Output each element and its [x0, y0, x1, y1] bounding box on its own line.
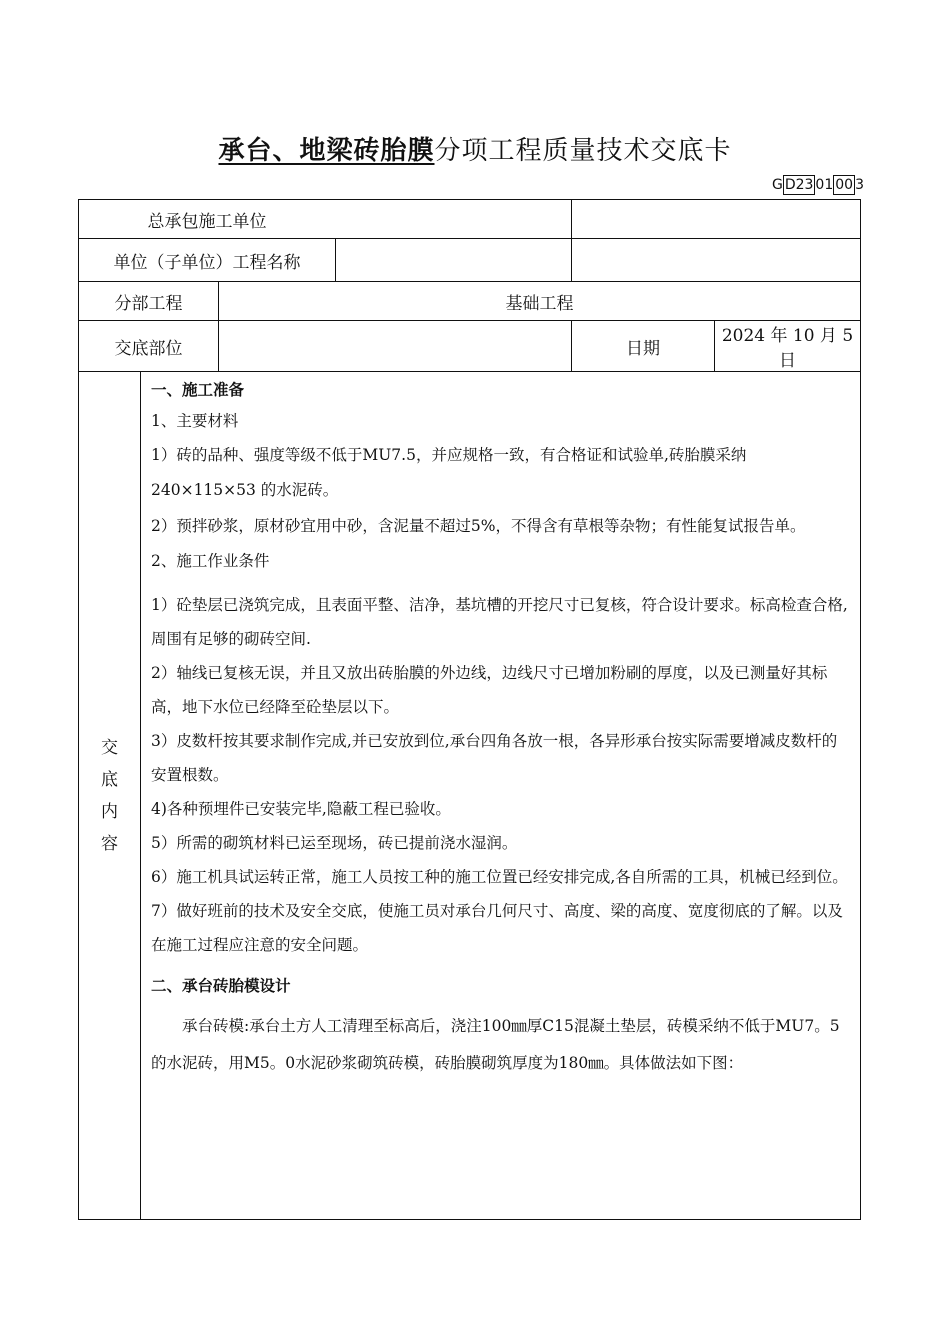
- section-1-title: 一、施工准备: [151, 381, 245, 399]
- section-2-title: 二、承台砖胎模设计: [151, 977, 291, 995]
- condition-item-5: 5）所需的砌筑材料已运至现场，砖已提前浇水湿润。: [151, 834, 518, 852]
- disclosure-content: [141, 372, 861, 1220]
- section-1-1: 1、主要材料: [151, 412, 239, 430]
- condition-item-6: 6）施工机具试运转正常，施工人员按工种的施工位置已经安排完成,各自所需的工具，机械已经到位。: [151, 868, 848, 886]
- division-value: 基础工程: [219, 282, 861, 321]
- condition-item-2: 2）轴线已复核无误，并且又放出砖胎膜的外边线，边线尺寸已增加粉刷的厚度，以及已测量好其标高，地下水位已经降至砼垫层以下。: [151, 664, 828, 716]
- condition-item-7: 7）做好班前的技术及安全交底，使施工员对承台几何尺寸、高度、梁的高度、宽度彻底的了解。以及在施工过程应注意的安全问题。: [151, 902, 843, 954]
- page-title: [0, 130, 950, 167]
- location-value[interactable]: [219, 321, 572, 372]
- design-paragraph: 承台砖模:承台土方人工清理至标高后，浇注100㎜厚C15混凝土垫层，砖模采纳不低于MU7。5的水泥砖，用M5。0水泥砂浆砌筑砖模，砖胎膜砌筑厚度为180㎜。具体做法如下图：: [151, 1017, 840, 1072]
- material-item-2: 2）预拌砂浆，原材砂宜用中砂，含泥量不超过5%，不得含有草根等杂物；有性能复试报告单。: [151, 517, 806, 535]
- contractor-value[interactable]: [572, 200, 861, 239]
- title-bold: 承台、地梁砖胎膜: [218, 136, 435, 166]
- condition-item-1: 1）砼垫层已浇筑完成，且表面平整、洁净，基坑槽的开挖尺寸已复核，符合设计要求。标高检查合格,周围有足够的砌砖空间.: [151, 596, 848, 648]
- material-item-1-cont: 240×115×53 的水泥砖。: [151, 481, 339, 499]
- project-label: 单位（子单位）工程名称: [79, 239, 336, 281]
- condition-item-3: 3）皮数杆按其要求制作完成,并已安放到位,承台四角各放一根，各异形承台按实际需要增减皮数杆的安置根数。: [151, 732, 838, 784]
- code-box-2: 00: [835, 177, 854, 193]
- contractor-label-cell: [79, 200, 572, 239]
- condition-item-4: 4)各种预埋件已安装完毕,隐蔽工程已验收。: [151, 800, 451, 818]
- project-value[interactable]: [572, 239, 861, 282]
- code-suffix: 3: [855, 177, 864, 193]
- date-value: 2024 年 10 月 5 日: [715, 321, 861, 372]
- document-code: [772, 175, 864, 195]
- material-item-1: 1）砖的品种、强度等级不低于MU7.5，并应规格一致，有合格证和试验单,砖胎膜采纳: [151, 446, 747, 464]
- division-label: 分部工程: [79, 282, 219, 321]
- date-label: 日期: [572, 321, 715, 372]
- title-rest: 分项工程质量技术交底卡: [434, 136, 732, 166]
- section-1-2: 2、施工作业条件: [151, 552, 270, 570]
- code-box-1: D23: [784, 177, 814, 193]
- project-label-cell: [79, 239, 572, 282]
- disclosure-card-table: [78, 199, 861, 1220]
- code-middle: 01: [815, 177, 834, 193]
- location-label: 交底部位: [79, 321, 219, 372]
- content-label: 交 底 内 容: [79, 372, 141, 1220]
- code-prefix: G: [771, 177, 783, 193]
- contractor-label: 总承包施工单位: [147, 211, 267, 232]
